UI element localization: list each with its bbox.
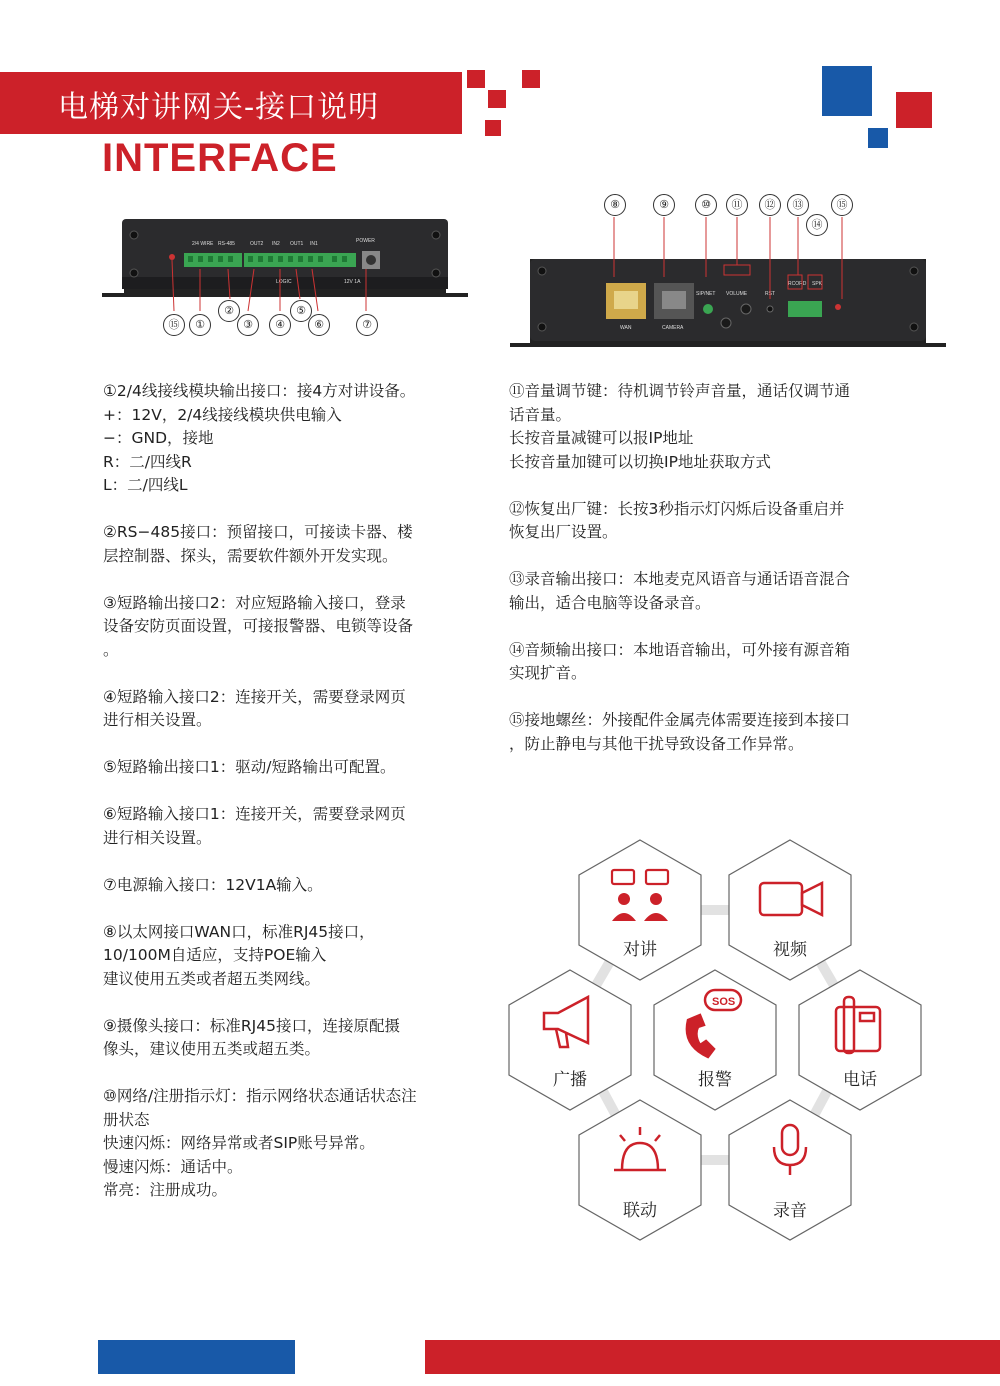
device-right-panel <box>508 215 948 355</box>
decor-square <box>896 92 932 128</box>
callout-4: ④ <box>269 314 291 336</box>
desc-item-4: ④短路输入接口2：连接开关，需要登录网页 进行相关设置。 <box>103 687 406 729</box>
desc-item-2: ②RS−485接口：预留接口，可接读卡器、楼 层控制器、探头，需要软件额外开发实现。 <box>103 523 413 565</box>
feature-label-video: 视频 <box>773 940 807 960</box>
decor-square <box>822 66 872 116</box>
label-record: RCORD <box>788 281 807 287</box>
callout-3: ③ <box>237 314 259 336</box>
label-rs485: RS-485 <box>218 241 235 247</box>
feature-label-alarm: 报警 <box>698 1070 732 1090</box>
page-subtitle: INTERFACE <box>102 136 338 180</box>
desc-item-5: ⑤短路输出接口1：驱动/短路输出可配置。 <box>103 758 396 776</box>
callout-8: ⑧ <box>604 194 626 216</box>
desc-item-8: ⑧以太网接口WAN口，标准RJ45接口， 10/100M自适应，支持POE输入 建议使用五类或者超五类网线。 <box>103 922 375 988</box>
label-power: POWER <box>356 238 375 244</box>
desc-item-14: ⑭音频输出接口：本地语音输出，可外接有源音箱 实现扩音。 <box>509 640 851 682</box>
footer-bar-blue <box>98 1340 295 1374</box>
label-out1: OUT1 <box>290 241 304 247</box>
desc-item-6: ⑥短路输入接口1：连接开关，需要登录网页 进行相关设置。 <box>103 805 406 847</box>
left-description-column <box>103 380 483 1226</box>
desc-item-11: ⑪音量调节键：待机调节铃声音量，通话仅调节通 话音量。 长按音量减键可以报IP地址 长按音量加键可以切换IP地址获取方式 <box>509 382 851 471</box>
label-sip-net: SIP/NET <box>696 291 716 297</box>
callout-15-right: ⑮ <box>831 194 853 216</box>
callout-12: ⑫ <box>759 194 781 216</box>
decor-square <box>522 70 540 88</box>
label-rst: RST <box>765 291 775 297</box>
label-logic: LOGIC <box>276 279 292 285</box>
label-wan: WAN <box>620 325 632 331</box>
callout-5: ⑤ <box>290 300 312 322</box>
decor-square <box>467 70 485 88</box>
label-volume: VOLUME <box>726 291 748 297</box>
callout-9: ⑨ <box>653 194 675 216</box>
desc-item-12: ⑫恢复出厂键：长按3秒指示灯闪烁后设备重启并 恢复出厂设置。 <box>509 499 845 541</box>
label-2-4-wire: 2/4 WIRE <box>192 241 214 247</box>
feature-label-recording: 录音 <box>773 1201 807 1221</box>
right-description-column <box>509 380 909 780</box>
callout-14: ⑭ <box>806 214 828 236</box>
feature-label-linkage: 联动 <box>623 1201 657 1221</box>
desc-item-13: ⑬录音输出接口：本地麦克风语音与通话语音混合 输出，适合电脑等设备录音。 <box>509 570 851 612</box>
callout-7: ⑦ <box>356 314 378 336</box>
label-power-rating: 12V 1A <box>344 279 361 285</box>
label-in2: IN2 <box>272 241 280 247</box>
label-in1: IN1 <box>310 241 318 247</box>
desc-item-3: ③短路输出接口2：对应短路输入接口，登录 设备安防页面设置，可接报警器、电锁等设备 。 <box>103 593 414 659</box>
feature-hexagon-cluster <box>500 835 930 1245</box>
decor-square <box>488 90 506 108</box>
decor-square <box>485 120 501 136</box>
callout-1: ① <box>189 314 211 336</box>
callout-13: ⑬ <box>787 194 809 216</box>
label-out2: OUT2 <box>250 241 264 247</box>
page-title: 电梯对讲网关-接口说明 <box>58 90 380 125</box>
feature-label-telephone: 电话 <box>843 1070 877 1090</box>
feature-label-broadcast: 广播 <box>553 1070 587 1090</box>
callout-6: ⑥ <box>308 314 330 336</box>
feature-label-intercom: 对讲 <box>623 940 657 960</box>
label-camera: CAMERA <box>662 325 684 331</box>
decor-square <box>446 97 460 111</box>
decor-square <box>868 128 888 148</box>
callout-2: ② <box>218 300 240 322</box>
desc-item-1: ①2/4线接线模块输出接口：接4方对讲设备。 +：12V，2/4线接线模块供电输入 −：GND，接地 R：二/四线R L：二/四线L <box>103 382 416 494</box>
svg-text:SOS: SOS <box>712 996 736 1008</box>
desc-item-7: ⑦电源输入接口：12V1A输入。 <box>103 875 323 894</box>
callout-11: ⑪ <box>726 194 748 216</box>
desc-item-9: ⑨摄像头接口：标准RJ45接口，连接原配摄 像头，建议使用五类或超五类。 <box>103 1016 400 1058</box>
label-spk: SPK <box>812 281 823 287</box>
desc-item-10: ⑩网络/注册指示灯：指示网络状态通话状态注 册状态 快速闪烁：网络异常或者SIP账号异常。 慢速闪烁：通话中。 常亮：注册成功。 <box>103 1087 417 1199</box>
desc-item-15: ⑮接地螺丝：外接配件金属壳体需要连接到本接口 ，防止静电与其他干扰导致设备工作异常。 <box>509 711 851 753</box>
footer-bar-red <box>425 1340 1000 1374</box>
callout-15-left: ⑮ <box>163 314 185 336</box>
callout-10: ⑩ <box>695 194 717 216</box>
